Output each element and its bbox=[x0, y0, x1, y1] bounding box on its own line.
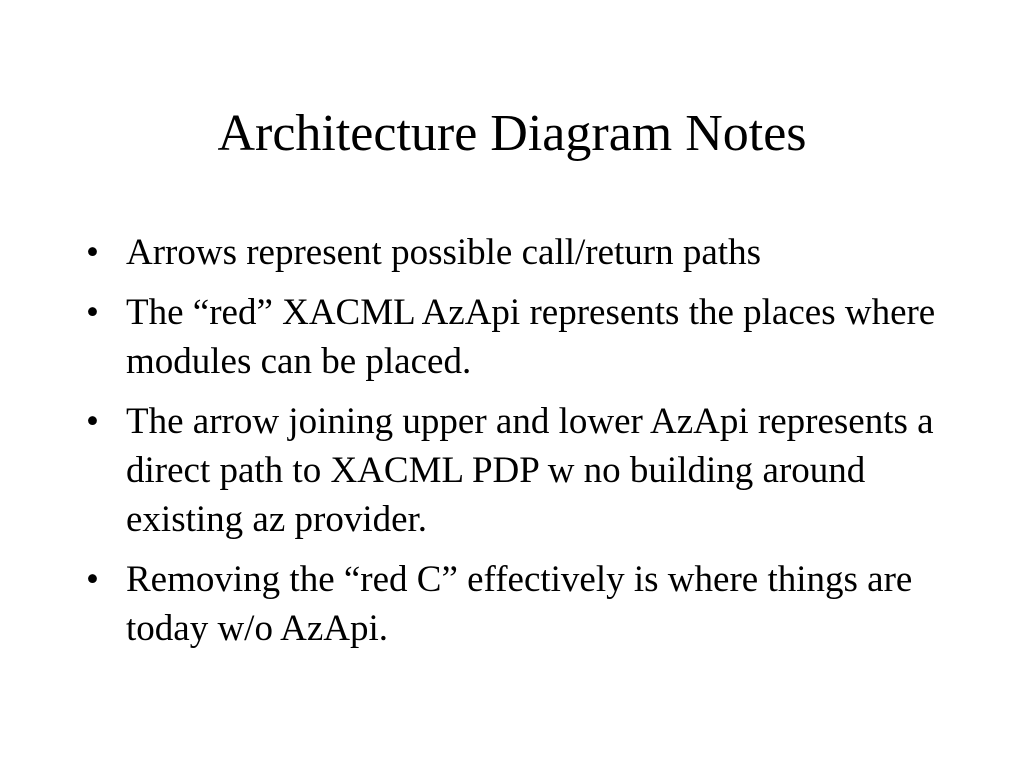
bullet-text: The arrow joining upper and lower AzApi represents a direct path to XACML PDP w no building around existing az provider. bbox=[126, 401, 934, 540]
bullet-icon: • bbox=[86, 559, 99, 600]
bullet-item bbox=[86, 288, 946, 386]
bullet-icon: • bbox=[86, 292, 99, 333]
bullet-text: The “red” XACML AzApi represents the places where modules can be placed. bbox=[126, 292, 936, 382]
bullet-item bbox=[86, 228, 946, 277]
bullet-item bbox=[86, 555, 946, 653]
bullet-text: Arrows represent possible call/return paths bbox=[126, 232, 761, 273]
bullet-icon: • bbox=[86, 401, 99, 442]
bullet-text: Removing the “red C” effectively is where things are today w/o AzApi. bbox=[126, 559, 913, 649]
bullet-item bbox=[86, 397, 946, 544]
bullet-icon: • bbox=[86, 232, 99, 273]
bullet-list bbox=[86, 228, 946, 664]
slide-title: Architecture Diagram Notes bbox=[217, 105, 807, 162]
